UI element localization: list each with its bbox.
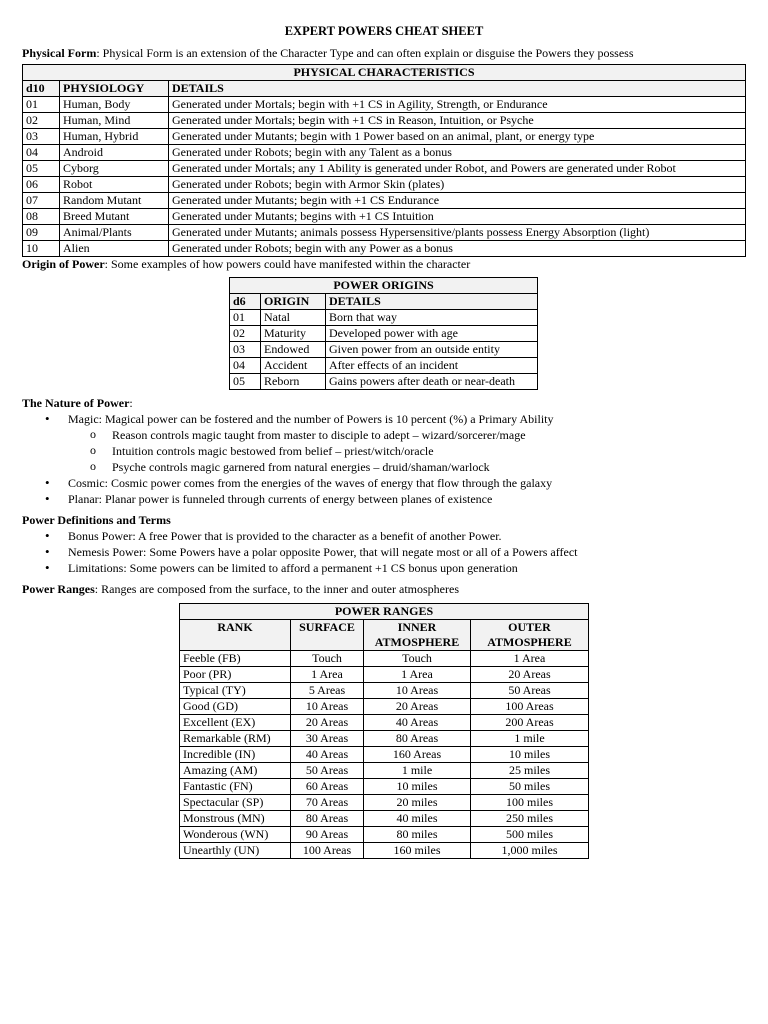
table-cell: Generated under Mortals; begin with +1 CS in Reason, Intuition, or Psyche <box>169 113 746 129</box>
list-item: o Intuition controls magic bestowed from belief – priest/witch/oracle <box>112 443 746 459</box>
column-header-d10: d10 <box>23 81 60 97</box>
table-row <box>180 827 589 843</box>
table-cell: 09 <box>23 225 60 241</box>
table-cell: Gains powers after death or near-death <box>326 374 538 390</box>
power-origins-table <box>229 277 538 390</box>
table-row <box>23 97 746 113</box>
document-page <box>22 22 746 859</box>
table-cell: 1 mile <box>471 731 589 747</box>
table-row <box>23 145 746 161</box>
table-cell: 03 <box>23 129 60 145</box>
table-cell: Human, Mind <box>60 113 169 129</box>
table-cell: 1 Area <box>364 667 471 683</box>
power-ranges-text: : Ranges are composed from the surface, to the inner and outer atmospheres <box>94 582 459 596</box>
table-cell: 100 Areas <box>291 843 364 859</box>
table-cell: 20 miles <box>364 795 471 811</box>
table-row <box>23 113 746 129</box>
table-cell: Typical (TY) <box>180 683 291 699</box>
table-cell: Animal/Plants <box>60 225 169 241</box>
table-row <box>180 843 589 859</box>
table-cell: Generated under Robots; begin with Armor Skin (plates) <box>169 177 746 193</box>
column-header-rank: RANK <box>180 620 291 651</box>
table-row <box>180 747 589 763</box>
table-row <box>230 358 538 374</box>
nature-of-power-list <box>22 411 746 507</box>
table-cell: Random Mutant <box>60 193 169 209</box>
table-cell: Accident <box>261 358 326 374</box>
table-cell: Monstrous (MN) <box>180 811 291 827</box>
table-cell: Unearthly (UN) <box>180 843 291 859</box>
column-header-origin: ORIGIN <box>261 294 326 310</box>
table-row <box>230 342 538 358</box>
table-cell: Alien <box>60 241 169 257</box>
table-cell: 1 mile <box>364 763 471 779</box>
table-cell: Cyborg <box>60 161 169 177</box>
table-cell: 60 Areas <box>291 779 364 795</box>
table-cell: 1 Area <box>471 651 589 667</box>
table-row <box>23 161 746 177</box>
table-cell: 04 <box>230 358 261 374</box>
table-row <box>23 177 746 193</box>
power-ranges-table <box>179 603 589 859</box>
table-row <box>230 326 538 342</box>
table-cell: 40 Areas <box>291 747 364 763</box>
list-item <box>68 411 746 475</box>
table-cell: 160 miles <box>364 843 471 859</box>
table-cell: Excellent (EX) <box>180 715 291 731</box>
column-header-outer-atmosphere: OUTER ATMOSPHERE <box>471 620 589 651</box>
origins-table-caption: POWER ORIGINS <box>230 278 538 294</box>
table-cell: Generated under Mutants; begins with +1 CS Intuition <box>169 209 746 225</box>
table-cell: 160 Areas <box>364 747 471 763</box>
table-row <box>230 374 538 390</box>
nature-of-power-label: The Nature of Power <box>22 396 130 410</box>
list-item: • Planar: Planar power is funneled through currents of energy between planes of existence <box>68 491 746 507</box>
table-cell: 1,000 miles <box>471 843 589 859</box>
table-cell: Spectacular (SP) <box>180 795 291 811</box>
table-row <box>23 193 746 209</box>
table-row <box>23 225 746 241</box>
origin-of-power-text: : Some examples of how powers could have manifested within the character <box>104 257 471 271</box>
definitions-heading <box>22 513 746 528</box>
table-row <box>180 667 589 683</box>
physical-form-paragraph <box>22 46 746 61</box>
table-cell: 06 <box>23 177 60 193</box>
table-cell: 500 miles <box>471 827 589 843</box>
table-cell: Fantastic (FN) <box>180 779 291 795</box>
table-row <box>23 129 746 145</box>
table-cell: 20 Areas <box>471 667 589 683</box>
magic-sub-list <box>68 427 746 475</box>
list-item: o Reason controls magic taught from master to disciple to adept – wizard/sorcerer/mage <box>112 427 746 443</box>
table-cell: Reborn <box>261 374 326 390</box>
table-cell: 20 Areas <box>364 699 471 715</box>
table-cell: Developed power with age <box>326 326 538 342</box>
table-cell: Android <box>60 145 169 161</box>
table-cell: Good (GD) <box>180 699 291 715</box>
origin-of-power-paragraph <box>22 257 746 272</box>
table-cell: Given power from an outside entity <box>326 342 538 358</box>
table-row <box>180 699 589 715</box>
table-cell: 02 <box>23 113 60 129</box>
table-cell: 02 <box>230 326 261 342</box>
ranges-table-caption: POWER RANGES <box>180 604 589 620</box>
table-cell: 10 Areas <box>291 699 364 715</box>
table-cell: 04 <box>23 145 60 161</box>
table-cell: Touch <box>364 651 471 667</box>
list-item: • Bonus Power: A free Power that is provided to the character as a benefit of another Power. <box>68 528 746 544</box>
table-row <box>23 241 746 257</box>
table-cell: 30 Areas <box>291 731 364 747</box>
table-cell: Breed Mutant <box>60 209 169 225</box>
table-cell: Generated under Mutants; begin with +1 CS Endurance <box>169 193 746 209</box>
list-item: • Nemesis Power: Some Powers have a polar opposite Power, that will negate most or all of a Powers affect <box>68 544 746 560</box>
table-cell: 05 <box>23 161 60 177</box>
table-cell: 25 miles <box>471 763 589 779</box>
table-cell: 10 <box>23 241 60 257</box>
table-cell: Maturity <box>261 326 326 342</box>
table-row <box>180 811 589 827</box>
table-cell: Endowed <box>261 342 326 358</box>
table-cell: Touch <box>291 651 364 667</box>
column-header-origin-details: DETAILS <box>326 294 538 310</box>
physical-characteristics-table <box>22 64 746 257</box>
definitions-list <box>22 528 746 576</box>
table-cell: 01 <box>230 310 261 326</box>
table-cell: 70 Areas <box>291 795 364 811</box>
table-cell: 80 miles <box>364 827 471 843</box>
table-cell: Natal <box>261 310 326 326</box>
table-cell: 40 Areas <box>364 715 471 731</box>
list-item: o Psyche controls magic garnered from natural energies – druid/shaman/warlock <box>112 459 746 475</box>
table-cell: 1 Area <box>291 667 364 683</box>
table-cell: Remarkable (RM) <box>180 731 291 747</box>
table-cell: 80 Areas <box>364 731 471 747</box>
list-item: • Limitations: Some powers can be limited to afford a permanent +1 CS bonus upon generation <box>68 560 746 576</box>
column-header-inner-atmosphere: INNER ATMOSPHERE <box>364 620 471 651</box>
table-cell: Generated under Mortals; begin with +1 CS in Agility, Strength, or Endurance <box>169 97 746 113</box>
table-row <box>180 731 589 747</box>
table-cell: Generated under Mutants; animals possess Hypersensitive/plants possess Energy Absorption (light) <box>169 225 746 241</box>
table-cell: 50 Areas <box>471 683 589 699</box>
table-cell: 5 Areas <box>291 683 364 699</box>
table-cell: 07 <box>23 193 60 209</box>
column-header-d6: d6 <box>230 294 261 310</box>
nature-of-power-colon: : <box>129 396 133 410</box>
table-cell: 10 miles <box>364 779 471 795</box>
table-cell: Generated under Robots; begin with any Talent as a bonus <box>169 145 746 161</box>
table-cell: 20 Areas <box>291 715 364 731</box>
table-cell: Born that way <box>326 310 538 326</box>
table-cell: 250 miles <box>471 811 589 827</box>
magic-text: Magic: Magical power can be fostered and the number of Powers is 10 percent (%) a Primary Ability <box>68 412 554 426</box>
origin-of-power-label: Origin of Power <box>22 257 105 271</box>
physical-form-label: Physical Form <box>22 46 97 60</box>
definitions-label: Power Definitions and Terms <box>22 513 171 527</box>
table-cell: 50 Areas <box>291 763 364 779</box>
table-cell: Amazing (AM) <box>180 763 291 779</box>
table-cell: Feeble (FB) <box>180 651 291 667</box>
table-cell: 200 Areas <box>471 715 589 731</box>
table-cell: 40 miles <box>364 811 471 827</box>
table-cell: 80 Areas <box>291 811 364 827</box>
table-row <box>230 310 538 326</box>
table-cell: 100 Areas <box>471 699 589 715</box>
table-cell: 100 miles <box>471 795 589 811</box>
table-cell: 05 <box>230 374 261 390</box>
column-header-surface: SURFACE <box>291 620 364 651</box>
table-row <box>180 715 589 731</box>
table-row <box>180 683 589 699</box>
table-cell: 10 miles <box>471 747 589 763</box>
table-cell: 08 <box>23 209 60 225</box>
table-cell: Generated under Mortals; any 1 Ability is generated under Robot, and Powers are generated under Robot <box>169 161 746 177</box>
table-row <box>180 651 589 667</box>
table-cell: 03 <box>230 342 261 358</box>
table-row <box>180 779 589 795</box>
column-header-details: DETAILS <box>169 81 746 97</box>
table-cell: Poor (PR) <box>180 667 291 683</box>
table-cell: Robot <box>60 177 169 193</box>
physical-table-caption: PHYSICAL CHARACTERISTICS <box>23 65 746 81</box>
table-cell: Generated under Robots; begin with any Power as a bonus <box>169 241 746 257</box>
physical-form-text: : Physical Form is an extension of the Character Type and can often explain or disguise the Powers they possess <box>96 46 634 60</box>
power-ranges-paragraph <box>22 582 746 597</box>
table-cell: 90 Areas <box>291 827 364 843</box>
power-ranges-label: Power Ranges <box>22 582 95 596</box>
table-cell: Wonderous (WN) <box>180 827 291 843</box>
table-cell: After effects of an incident <box>326 358 538 374</box>
list-item: • Cosmic: Cosmic power comes from the energies of the waves of energy that flow through the galaxy <box>68 475 746 491</box>
table-cell: Human, Hybrid <box>60 129 169 145</box>
table-row <box>23 209 746 225</box>
table-row <box>180 795 589 811</box>
table-cell: 10 Areas <box>364 683 471 699</box>
table-cell: 01 <box>23 97 60 113</box>
page-title: EXPERT POWERS CHEAT SHEET <box>284 24 484 38</box>
table-row <box>180 763 589 779</box>
table-cell: Human, Body <box>60 97 169 113</box>
table-cell: Incredible (IN) <box>180 747 291 763</box>
table-cell: Generated under Mutants; begin with 1 Power based on an animal, plant, or energy type <box>169 129 746 145</box>
nature-of-power-heading <box>22 396 746 411</box>
table-cell: 50 miles <box>471 779 589 795</box>
column-header-physiology: PHYSIOLOGY <box>60 81 169 97</box>
